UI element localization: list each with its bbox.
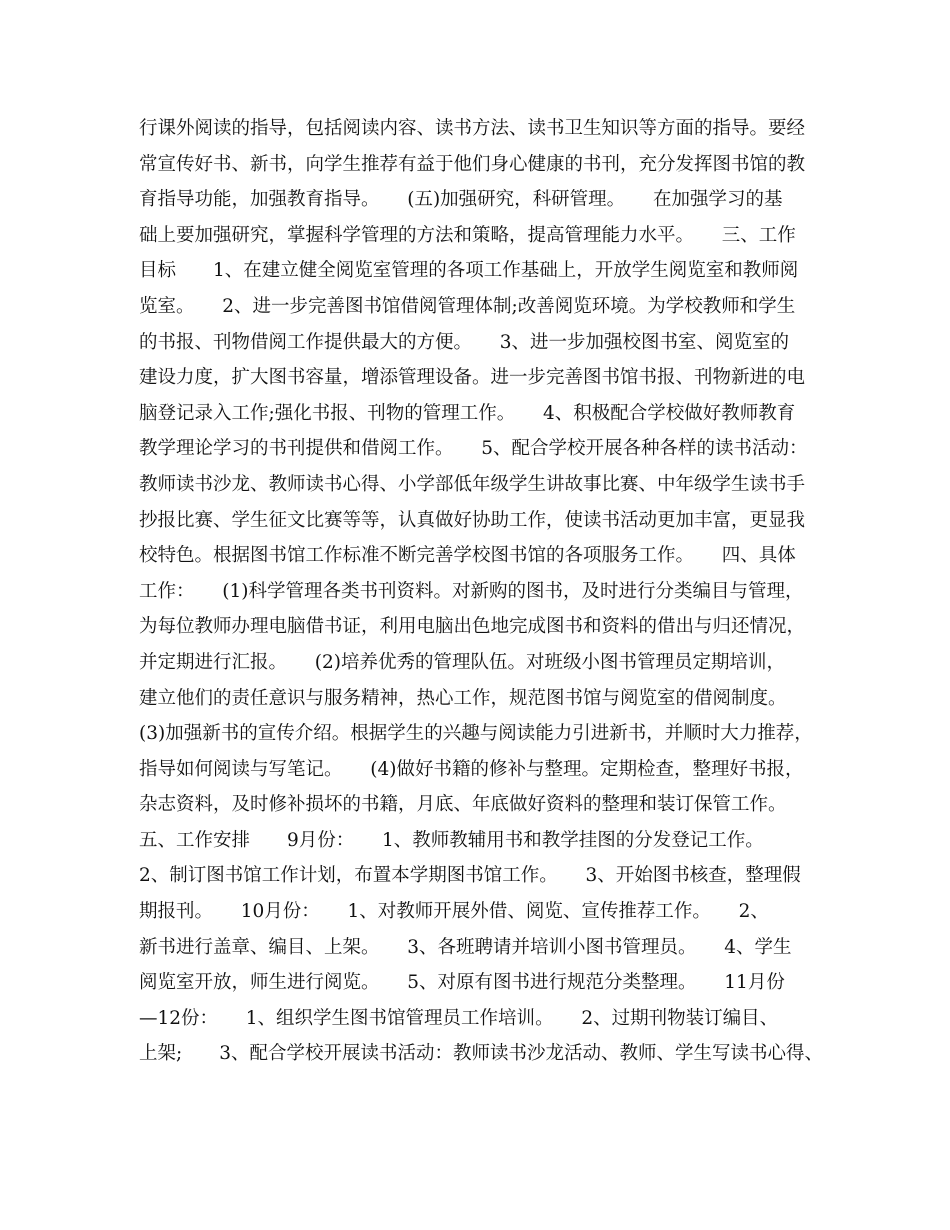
text-line: 五、工作安排 9月份： 1、教师教辅用书和教学挂图的分发登记工作。 [139, 829, 764, 851]
text-line: 建设力度，扩大图书容量，增添管理设备。进一步完善图书馆书报、刊物新进的电 [139, 367, 806, 389]
text-line: 上架; 3、配合学校开展读书活动：教师读书沙龙活动、教师、学生写读书心得、 [139, 1043, 824, 1065]
text-line: (3)加强新书的宣传介绍。根据学生的兴趣与阅读能力引进新书，并顺时大力推荐， [139, 723, 813, 745]
text-line: 2、制订图书馆工作计划，布置本学期图书馆工作。 3、开始图书核查，整理假 [139, 865, 801, 887]
document-body [139, 111, 839, 1072]
text-line: 础上要加强研究，掌握科学管理的方法和策略，提高管理能力水平。 三、工作 [139, 224, 796, 246]
text-line: 期报刊。 10月份： 1、对教师开展外借、阅览、宣传推荐工作。 2、 [139, 901, 769, 923]
text-line: 目标 1、在建立健全阅览室管理的各项工作基础上，开放学生阅览室和教师阅 [139, 260, 799, 282]
text-line: 指导如何阅读与写笔记。 (4)做好书籍的修补与整理。定期检查，整理好书报， [139, 758, 804, 780]
text-line: 的书报、刊物借阅工作提供最大的方便。 3、进一步加强校图书室、阅览室的 [139, 331, 790, 353]
text-line: 教师读书沙龙、教师读书心得、小学部低年级学生讲故事比赛、中年级学生读书手 [139, 473, 806, 495]
text-line: 建立他们的责任意识与服务精神，热心工作，规范图书馆与阅览室的借阅制度。 [139, 687, 787, 709]
text-line: 教学理论学习的书刊提供和借阅工作。 5、配合学校开展各种各样的读书活动： [139, 438, 808, 460]
text-line: —12份： 1、组织学生图书馆管理员工作培训。 2、过期刊物装订编目、 [139, 1007, 779, 1029]
text-line: 阅览室开放，师生进行阅览。 5、对原有图书进行规范分类整理。 11月份 [139, 972, 785, 994]
text-line: 为每位教师办理电脑借书证，利用电脑出色地完成图书和资料的借出与归还情况， [139, 616, 806, 638]
text-line: 览室。 2、进一步完善图书馆借阅管理体制;改善阅览环境。为学校教师和学生 [139, 295, 796, 317]
text-line: 杂志资料，及时修补损坏的书籍，月底、年底做好资料的整理和装订保管工作。 [139, 794, 787, 816]
text-line: 工作： (1)科学管理各类书刊资料。对新购的图书，及时进行分类编目与管理， [139, 580, 804, 602]
text-line: 育指导功能，加强教育指导。 (五)加强研究，科研管理。 在加强学习的基 [139, 189, 783, 211]
text-line: 抄报比赛、学生征文比赛等等，认真做好协助工作，使读书活动更加丰富，更显我 [139, 509, 806, 531]
text-line: 新书进行盖章、编目、上架。 3、各班聘请并培训小图书管理员。 4、学生 [139, 936, 792, 958]
text-line: 脑登记录入工作;强化书报、刊物的管理工作。 4、积极配合学校做好教师教育 [139, 402, 796, 424]
text-line: 并定期进行汇报。 (2)培养优秀的管理队伍。对班级小图书管理员定期培训， [139, 651, 785, 673]
text-line: 行课外阅读的指导，包括阅读内容、读书方法、读书卫生知识等方面的指导。要经 [139, 118, 806, 139]
text-line: 校特色。根据图书馆工作标准不断完善学校图书馆的各项服务工作。 四、具体 [139, 545, 796, 567]
text-line: 常宣传好书、新书，向学生推荐有益于他们身心健康的书刊，充分发挥图书馆的教 [139, 153, 806, 175]
